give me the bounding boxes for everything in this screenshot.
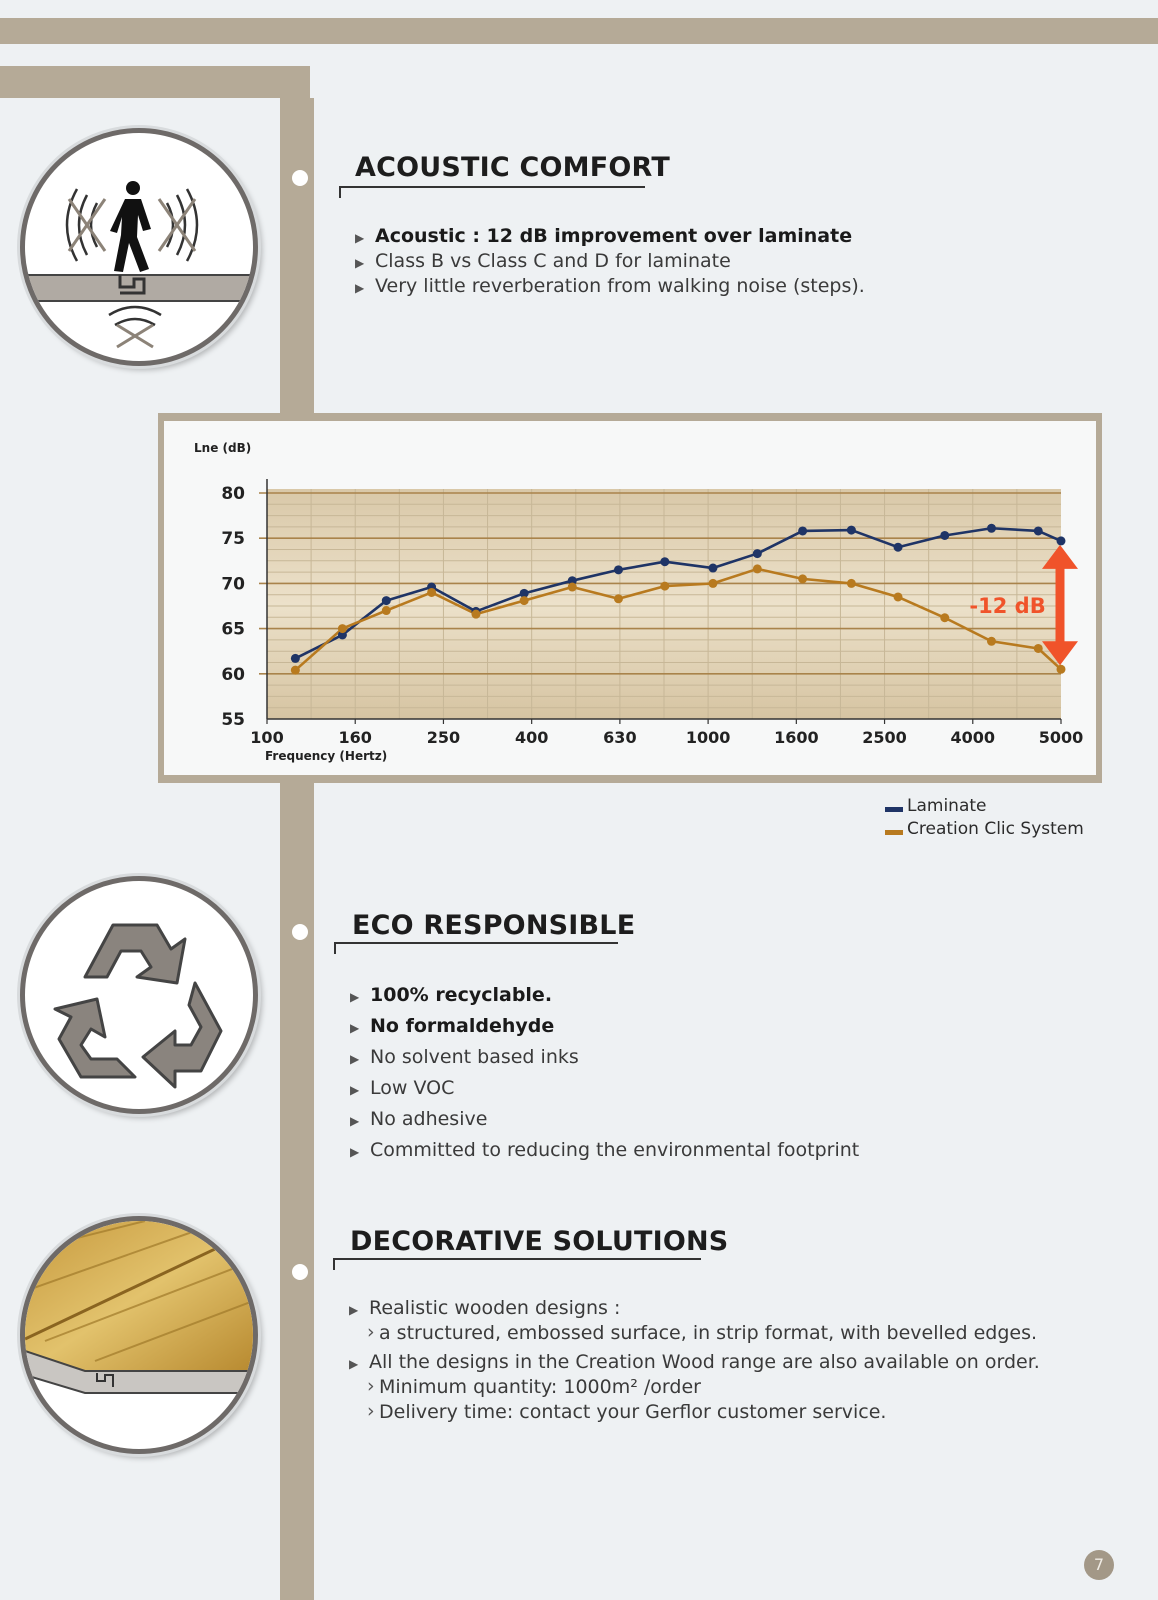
data-point: [987, 637, 996, 646]
list-item: ▶ No solvent based inks: [350, 1042, 859, 1073]
data-point: [427, 588, 436, 597]
list-item: ▶ Low VOC: [350, 1073, 859, 1104]
decorative-solutions-title: DECORATIVE SOLUTIONS: [350, 1226, 729, 1257]
data-point: [614, 594, 623, 603]
title-underline: [339, 186, 645, 188]
data-point: [660, 582, 669, 591]
bullet-text: Realistic wooden designs :: [369, 1297, 621, 1319]
data-point: [940, 531, 949, 540]
data-point: [940, 613, 949, 622]
acoustic-bullet-list: [355, 224, 865, 299]
data-point: [568, 583, 577, 592]
x-tick-label: 630: [603, 728, 637, 747]
x-tick-label: 5000: [1038, 728, 1084, 747]
x-tick-label: 1600: [774, 728, 819, 747]
page-number: 7: [1084, 1550, 1114, 1580]
list-item: ▶ 100% recyclable.: [350, 980, 859, 1011]
legend-label: Creation Clic System: [907, 819, 1084, 839]
x-tick-label: 250: [426, 728, 461, 747]
sub-item: › a structured, embossed surface, in strip format, with bevelled edges.: [369, 1321, 1040, 1346]
y-tick-label: 55: [221, 710, 245, 730]
wood-plank-icon: [20, 1216, 258, 1454]
data-point: [798, 526, 807, 535]
title-underline: [333, 1258, 701, 1260]
acoustic-chart-panel: [164, 421, 1096, 775]
y-tick-label: 75: [221, 529, 245, 550]
data-point: [1034, 526, 1043, 535]
x-tick-label: 2500: [862, 728, 907, 747]
data-point: [614, 565, 623, 574]
binder-hole: [292, 924, 308, 940]
y-tick-label: 60: [221, 664, 245, 685]
chart-legend: [885, 796, 1084, 842]
data-point: [1034, 644, 1043, 653]
data-point: [1057, 536, 1066, 545]
y-tick-label: 80: [221, 484, 245, 504]
data-point: [291, 654, 300, 663]
x-tick-label: 400: [514, 728, 549, 747]
data-point: [987, 524, 996, 533]
acoustic-comfort-title: ACOUSTIC COMFORT: [355, 152, 670, 183]
top-decorative-band: [0, 18, 1158, 44]
data-point: [1057, 665, 1066, 674]
acoustic-line-chart: [164, 421, 1096, 775]
sub-item: › Delivery time: contact your Gerflor customer service.: [369, 1400, 1040, 1425]
data-point: [382, 606, 391, 615]
data-point: [471, 610, 480, 619]
legend-item-laminate: [885, 796, 1084, 819]
data-point: [291, 666, 300, 675]
data-point: [338, 624, 347, 633]
data-point: [660, 557, 669, 566]
title-underline-tick: [333, 1258, 335, 1270]
list-item: ▶ Committed to reducing the environmental footprint: [350, 1135, 859, 1166]
title-underline: [334, 942, 618, 944]
eco-bullet-list: [350, 980, 859, 1166]
legend-swatch: [885, 830, 903, 835]
sub-item: › Minimum quantity: 1000m² /order: [369, 1375, 1040, 1400]
data-point: [753, 549, 762, 558]
list-item: [349, 1296, 1040, 1346]
list-item: [349, 1350, 1040, 1425]
legend-swatch: [885, 807, 903, 812]
data-point: [847, 526, 856, 535]
data-point: [798, 574, 807, 583]
y-tick-label: 70: [221, 574, 245, 595]
recycle-icon: [20, 876, 258, 1114]
x-tick-label: 1000: [685, 728, 731, 747]
eco-responsible-title: ECO RESPONSIBLE: [352, 910, 636, 941]
data-point: [894, 592, 903, 601]
binder-strip: [280, 98, 314, 1600]
difference-annotation: -12 dB !: [969, 594, 1063, 619]
title-underline-tick: [334, 942, 336, 954]
data-point: [520, 596, 529, 605]
x-tick-label: 100: [250, 728, 284, 747]
list-item: ▶ No formaldehyde: [350, 1011, 859, 1042]
data-point: [708, 579, 717, 588]
binder-hole: [292, 170, 308, 186]
bullet-text: All the designs in the Creation Wood range are also available on order.: [369, 1351, 1040, 1373]
list-item: ▶ Very little reverberation from walking noise (steps).: [355, 274, 865, 299]
legend-item-creation-clic: [885, 819, 1084, 842]
binder-hole: [292, 1264, 308, 1280]
x-tick-label: 4000: [950, 728, 996, 747]
list-item: ▶ Acoustic : 12 dB improvement over laminate: [355, 224, 865, 249]
acoustic-chart-frame: [158, 413, 1102, 783]
data-point: [708, 564, 717, 573]
x-axis-label: Frequency (Hertz): [265, 749, 388, 763]
data-point: [753, 564, 762, 573]
y-axis-label: Lne (dB): [194, 441, 252, 455]
acoustic-walker-icon: [20, 128, 258, 366]
data-point: [847, 579, 856, 588]
list-item: ▶ Class B vs Class C and D for laminate: [355, 249, 865, 274]
data-point: [894, 543, 903, 552]
legend-label: Laminate: [907, 796, 987, 816]
title-underline-tick: [339, 186, 341, 198]
decorative-bullet-list: [349, 1296, 1040, 1425]
data-point: [382, 596, 391, 605]
x-tick-label: 160: [338, 728, 372, 747]
list-item: ▶ No adhesive: [350, 1104, 859, 1135]
y-tick-label: 65: [221, 619, 245, 640]
